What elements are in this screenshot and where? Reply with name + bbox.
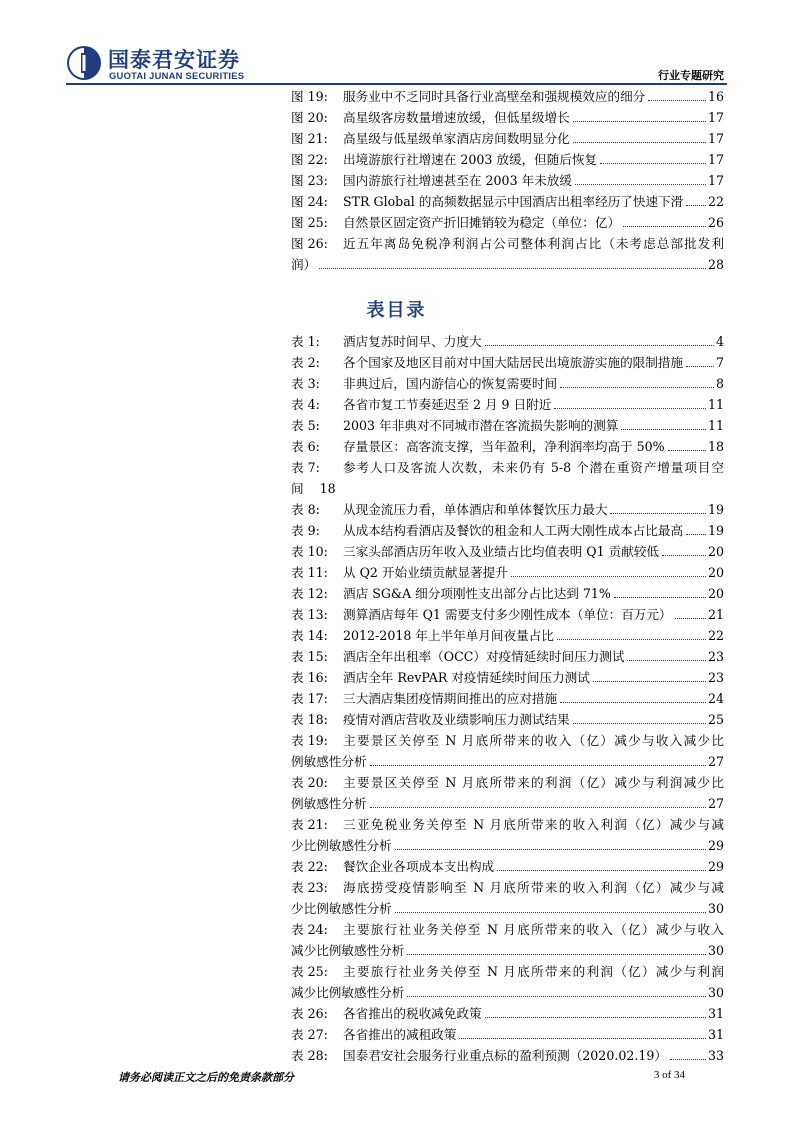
figure-entry[interactable] <box>291 128 724 149</box>
table-entry[interactable] <box>291 856 724 877</box>
table-label: 表 6: <box>291 439 320 454</box>
table-entry-line <box>291 646 724 667</box>
table-label: 表 27: <box>291 1027 328 1042</box>
table-title: 酒店 SG&A 细分项刚性支出部分占比达到 71% <box>343 586 611 601</box>
table-title-cont: 少比例敏感性分析 <box>291 838 392 853</box>
table-entry-line <box>291 898 724 919</box>
table-toc-list <box>291 331 724 1066</box>
table-entry[interactable] <box>291 877 724 919</box>
dot-leader <box>686 366 714 367</box>
table-page: 19 <box>707 502 724 517</box>
table-title-cont: 例敏感性分析 <box>291 754 367 769</box>
figure-entry-line <box>291 128 724 149</box>
figure-title-cont: 润） <box>291 257 317 272</box>
table-entry[interactable] <box>291 772 724 814</box>
dot-leader <box>370 765 706 766</box>
table-title: 主要旅行社业务关停至 N 月底所带来的收入（亿）减少与收入 <box>343 922 724 937</box>
figure-label: 图 20: <box>291 110 328 125</box>
table-entry-line <box>291 751 724 772</box>
table-title: 酒店全年出租率（OCC）对疫情延续时间压力测试 <box>343 649 625 664</box>
figure-page: 17 <box>707 152 724 167</box>
report-type: 行业专题研究 <box>658 69 724 82</box>
table-entry[interactable] <box>291 520 724 541</box>
table-entry[interactable] <box>291 730 724 772</box>
dot-leader <box>686 205 706 206</box>
table-label: 表 19: <box>291 733 328 748</box>
dot-leader <box>670 1059 706 1060</box>
table-label: 表 3: <box>291 376 320 391</box>
figure-entry-line <box>291 233 724 254</box>
table-label: 表 4: <box>291 397 320 412</box>
dot-leader <box>686 534 706 535</box>
table-label: 表 7: <box>291 460 320 475</box>
table-entry[interactable] <box>291 499 724 520</box>
table-title: 酒店全年 RevPAR 对疫情延续时间压力测试 <box>343 670 590 685</box>
dot-leader <box>370 807 706 808</box>
figure-title: 国内游旅行社增速甚至在 2003 年未放缓 <box>343 173 572 188</box>
table-title: 非典过后，国内游信心的恢复需要时间 <box>343 376 558 391</box>
table-title: 餐饮企业各项成本支出构成 <box>343 859 495 874</box>
table-page: 30 <box>707 943 724 958</box>
table-entry-line <box>291 856 724 877</box>
table-entry[interactable] <box>291 562 724 583</box>
table-label: 表 2: <box>291 355 320 370</box>
dot-leader <box>485 1017 706 1018</box>
table-entry-line <box>291 688 724 709</box>
table-entry-line <box>291 814 724 835</box>
figure-page: 17 <box>707 131 724 146</box>
table-label: 表 15: <box>291 649 328 664</box>
table-label: 表 22: <box>291 859 328 874</box>
dot-leader <box>554 408 706 409</box>
table-entry-line <box>291 772 724 793</box>
table-title: 国泰君安社会服务行业重点标的盈利预测（2020.02.19） <box>343 1048 667 1063</box>
table-entry-line <box>291 499 724 520</box>
dot-leader <box>407 996 706 997</box>
dot-leader <box>573 142 706 143</box>
figure-entry[interactable] <box>291 233 724 275</box>
table-entry-line <box>291 919 724 940</box>
table-title: 从 Q2 开始业绩贡献显著提升 <box>343 565 508 580</box>
guotai-junan-logo-icon <box>66 45 102 81</box>
figure-title: 出境游旅行社增速在 2003 放缓，但随后恢复 <box>343 152 598 167</box>
brand-name-en: GUOTAI JUNAN SECURITIES <box>109 70 245 81</box>
figure-entry-line <box>291 212 724 233</box>
table-entry-line <box>291 436 724 457</box>
table-page: 18 <box>319 481 336 496</box>
table-title: 测算酒店每年 Q1 需要支付多少刚性成本（单位：百万元） <box>343 607 672 622</box>
table-entry-line <box>291 520 724 541</box>
brand-name-cn: 国泰君安证券 <box>108 48 240 72</box>
dot-leader <box>511 576 706 577</box>
figure-page: 16 <box>707 89 724 104</box>
table-label: 表 1: <box>291 334 320 349</box>
table-entry-line <box>291 541 724 562</box>
table-page: 29 <box>707 859 724 874</box>
figure-entry-line <box>291 170 724 191</box>
table-page: 18 <box>707 439 724 454</box>
table-page: 29 <box>707 838 724 853</box>
table-entry[interactable] <box>291 436 724 457</box>
table-entry[interactable] <box>291 625 724 646</box>
table-page: 11 <box>707 418 724 433</box>
table-page: 22 <box>707 628 724 643</box>
figure-label: 图 21: <box>291 131 328 146</box>
table-entry-line <box>291 961 724 982</box>
table-page: 8 <box>715 376 724 391</box>
table-entry[interactable] <box>291 457 724 499</box>
figure-title: 自然景区固定资产折旧摊销较为稳定（单位：亿） <box>343 215 621 230</box>
table-title-cont: 少比例敏感性分析 <box>291 901 392 916</box>
table-entry-line <box>291 394 724 415</box>
dot-leader <box>497 870 706 871</box>
table-entry-line <box>291 793 724 814</box>
dot-leader <box>560 387 714 388</box>
figure-entry[interactable] <box>291 86 724 107</box>
figure-entry-line <box>291 149 724 170</box>
table-title: 各省推出的税收减免政策 <box>343 1006 482 1021</box>
table-entry-line <box>291 352 724 373</box>
table-entry-line <box>291 835 724 856</box>
table-title: 从现金流压力看，单体酒店和单体餐饮压力最大 <box>343 502 608 517</box>
dot-leader <box>459 1038 706 1039</box>
figure-page: 22 <box>707 194 724 209</box>
dot-leader <box>668 450 706 451</box>
table-page: 30 <box>707 985 724 1000</box>
table-page: 19 <box>707 523 724 538</box>
table-title-cont: 间 <box>291 481 304 496</box>
table-entry[interactable] <box>291 688 724 709</box>
table-entry[interactable] <box>291 646 724 667</box>
table-label: 表 5: <box>291 418 320 433</box>
table-entry[interactable] <box>291 331 724 352</box>
table-title: 三家头部酒店历年收入及业绩占比均值表明 Q1 贡献较低 <box>343 544 659 559</box>
table-title: 三亚免税业务关停至 N 月底所带来的收入利润（亿）减少与减 <box>343 817 724 832</box>
dot-leader <box>485 345 714 346</box>
table-entry[interactable] <box>291 1003 724 1024</box>
table-title: 参考人口及客流人次数，未来仍有 5-8 个潜在重资产增量项目空 <box>343 460 724 475</box>
figure-label: 图 19: <box>291 89 328 104</box>
table-label: 表 17: <box>291 691 328 706</box>
table-entry[interactable] <box>291 583 724 604</box>
figure-label: 图 23: <box>291 173 328 188</box>
table-entry-line <box>291 457 724 478</box>
dot-leader <box>573 121 706 122</box>
table-entry[interactable] <box>291 604 724 625</box>
dot-leader <box>395 849 706 850</box>
table-entry-line <box>291 583 724 604</box>
dot-leader <box>575 184 706 185</box>
table-label: 表 23: <box>291 880 328 895</box>
dot-leader <box>675 618 706 619</box>
table-entry[interactable] <box>291 919 724 961</box>
table-entry-line <box>291 940 724 961</box>
table-title-cont: 例敏感性分析 <box>291 796 367 811</box>
table-title: 主要景区关停至 N 月底所带来的收入（亿）减少与收入减少比 <box>343 733 724 748</box>
table-page: 27 <box>707 796 724 811</box>
dot-leader <box>593 681 706 682</box>
table-entry[interactable] <box>291 814 724 856</box>
table-title: 疫情对酒店营收及业绩影响压力测试结果 <box>343 712 570 727</box>
dot-leader <box>627 660 705 661</box>
dot-leader <box>623 226 706 227</box>
table-label: 表 12: <box>291 586 328 601</box>
figure-label: 图 26: <box>291 236 328 251</box>
dot-leader <box>614 597 706 598</box>
table-title: 2003 年非典对不同城市潜在客流损失影响的测算 <box>343 418 619 433</box>
figure-page: 26 <box>707 215 724 230</box>
table-title: 三大酒店集团疫情期间推出的应对措施 <box>343 691 558 706</box>
table-label: 表 10: <box>291 544 328 559</box>
table-entry-line <box>291 1045 724 1066</box>
table-label: 表 8: <box>291 502 320 517</box>
figure-entry[interactable] <box>291 212 724 233</box>
table-title: 酒店复苏时间早、力度大 <box>343 334 482 349</box>
dot-leader <box>557 639 706 640</box>
figure-entry[interactable] <box>291 107 724 128</box>
table-entry[interactable] <box>291 709 724 730</box>
table-entry-line <box>291 1024 724 1045</box>
table-label: 表 14: <box>291 628 328 643</box>
table-page: 27 <box>707 754 724 769</box>
table-toc-heading: 表目录 <box>366 300 427 321</box>
figure-entry[interactable] <box>291 149 724 170</box>
table-entry-line <box>291 877 724 898</box>
table-page: 11 <box>707 397 724 412</box>
table-entry-line <box>291 982 724 1003</box>
table-label: 表 9: <box>291 523 320 538</box>
dot-leader <box>610 513 706 514</box>
table-title: 各个国家及地区目前对中国大陆居民出境旅游实施的限制措施 <box>343 355 684 370</box>
table-label: 表 16: <box>291 670 328 685</box>
page-header <box>0 0 793 90</box>
table-entry-line <box>291 373 724 394</box>
table-title: 从成本结构看酒店及餐饮的租金和人工两大刚性成本占比最高 <box>343 523 684 538</box>
table-page: 21 <box>707 607 724 622</box>
table-page: 31 <box>707 1027 724 1042</box>
dot-leader <box>600 163 706 164</box>
table-label: 表 21: <box>291 817 328 832</box>
figure-entry-line <box>291 86 724 107</box>
table-page: 4 <box>715 334 724 349</box>
table-entry[interactable] <box>291 352 724 373</box>
table-label: 表 11: <box>291 565 328 580</box>
table-title: 存量景区：高客流支撑，当年盈利，净利润率均高于 50% <box>343 439 665 454</box>
table-entry[interactable] <box>291 541 724 562</box>
table-entry-line <box>291 625 724 646</box>
table-entry-line <box>291 478 724 499</box>
table-entry-line <box>291 415 724 436</box>
dot-leader <box>560 702 706 703</box>
table-entry-line <box>291 562 724 583</box>
table-title: 2012-2018 年上半年单月间夜量占比 <box>343 628 554 643</box>
figure-page: 17 <box>707 110 724 125</box>
table-page: 24 <box>707 691 724 706</box>
table-page: 20 <box>707 586 724 601</box>
dot-leader <box>573 723 706 724</box>
figure-label: 图 25: <box>291 215 328 230</box>
figure-entry[interactable] <box>291 170 724 191</box>
figure-page: 17 <box>707 173 724 188</box>
header-divider <box>66 83 727 85</box>
table-title: 各省推出的减租政策 <box>343 1027 457 1042</box>
table-entry[interactable] <box>291 667 724 688</box>
figure-toc-list <box>291 86 724 275</box>
table-entry[interactable] <box>291 1024 724 1045</box>
table-title: 主要景区关停至 N 月底所带来的利润（亿）减少与利润减少比 <box>343 775 724 790</box>
dot-leader <box>407 954 706 955</box>
table-entry[interactable] <box>291 394 724 415</box>
table-title-cont: 减少比例敏感性分析 <box>291 943 405 958</box>
figure-title: 近五年离岛免税净利润占公司整体利润占比（未考虑总部批发利 <box>343 236 724 251</box>
table-title: 各省市复工节奏延迟至 2 月 9 日附近 <box>343 397 552 412</box>
table-entry[interactable] <box>291 415 724 436</box>
table-title-cont: 减少比例敏感性分析 <box>291 985 405 1000</box>
table-page: 23 <box>707 670 724 685</box>
figure-entry[interactable] <box>291 191 724 212</box>
dot-leader <box>319 268 706 269</box>
page-number: 3 of 34 <box>653 1069 685 1081</box>
figure-title: 高星级客房数量增速放缓，但低星级增长 <box>343 110 570 125</box>
table-page: 23 <box>707 649 724 664</box>
table-label: 表 18: <box>291 712 328 727</box>
table-page: 33 <box>707 1048 724 1063</box>
table-page: 25 <box>707 712 724 727</box>
figure-entry-line <box>291 191 724 212</box>
table-label: 表 26: <box>291 1006 328 1021</box>
table-label: 表 20: <box>291 775 328 790</box>
table-entry-line <box>291 604 724 625</box>
dot-leader <box>621 429 706 430</box>
table-title: 主要旅行社业务关停至 N 月底所带来的利润（亿）减少与利润 <box>343 964 724 979</box>
table-label: 表 28: <box>291 1048 328 1063</box>
table-title: 海底捞受疫情影响至 N 月底所带来的收入利润（亿）减少与减 <box>343 880 724 895</box>
table-label: 表 13: <box>291 607 328 622</box>
dot-leader <box>395 912 706 913</box>
footer-disclaimer[interactable]: 请务必阅读正文之后的免责条款部分 <box>118 1071 294 1084</box>
figure-entry-line <box>291 254 724 275</box>
table-entry-line <box>291 1003 724 1024</box>
table-page: 30 <box>707 901 724 916</box>
table-label: 表 25: <box>291 964 328 979</box>
table-entry[interactable] <box>291 961 724 1003</box>
dot-leader <box>648 100 706 101</box>
table-page: 31 <box>707 1006 724 1021</box>
table-page: 20 <box>707 565 724 580</box>
table-entry[interactable] <box>291 1045 724 1066</box>
figure-title: 高星级与低星级单家酒店房间数明显分化 <box>343 131 570 146</box>
figure-label: 图 24: <box>291 194 328 209</box>
table-label: 表 24: <box>291 922 328 937</box>
figure-entry-line <box>291 107 724 128</box>
table-entry-line <box>291 730 724 751</box>
table-entry-line <box>291 667 724 688</box>
figure-label: 图 22: <box>291 152 328 167</box>
figure-title: STR Global 的高频数据显示中国酒店出租率经历了快速下滑 <box>343 194 684 209</box>
table-entry-line <box>291 331 724 352</box>
dot-leader <box>662 555 706 556</box>
table-page: 20 <box>707 544 724 559</box>
table-entry[interactable] <box>291 373 724 394</box>
figure-page: 28 <box>707 257 724 272</box>
table-entry-line <box>291 709 724 730</box>
figure-title: 服务业中不乏同时具备行业高壁垒和强规模效应的细分 <box>343 89 646 104</box>
table-page: 7 <box>715 355 724 370</box>
